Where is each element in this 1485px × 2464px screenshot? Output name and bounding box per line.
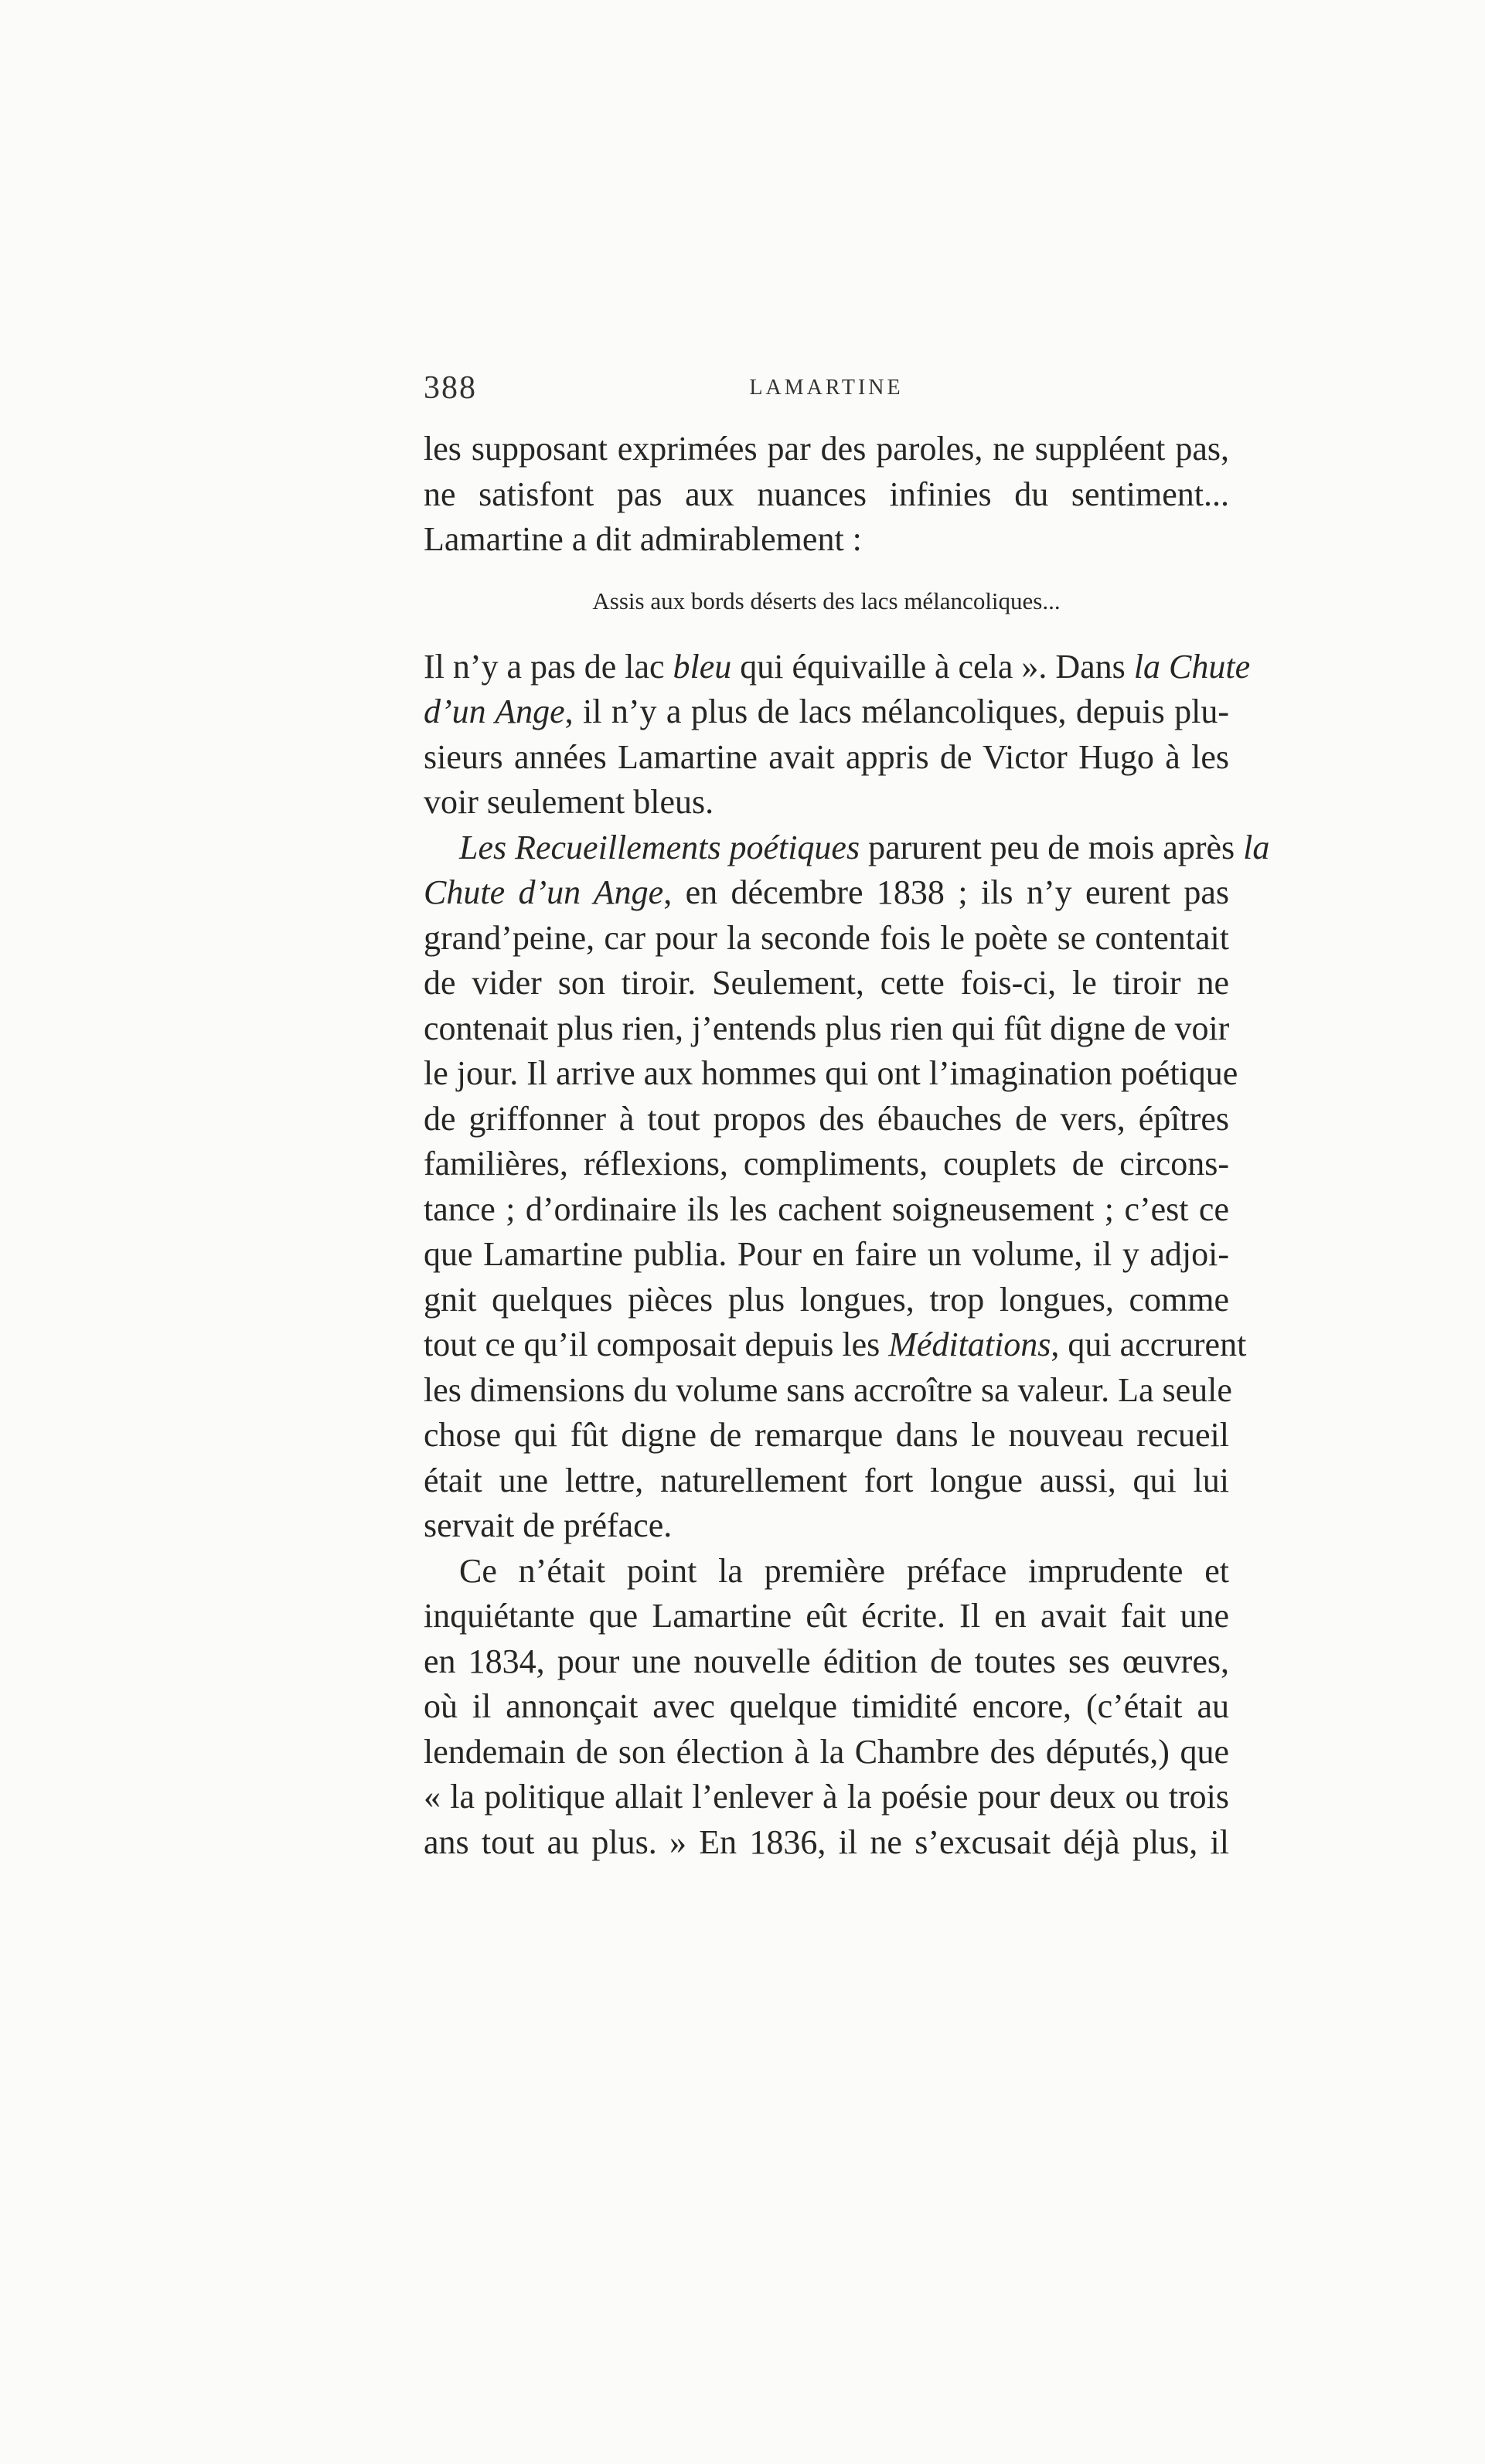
text-line: lendemain de son élection à la Chambre des députés,) que: [424, 1732, 1229, 1771]
text-line: voir seulement bleus.: [424, 783, 714, 821]
text-line: d’un Ange, il n’y a plus de lacs mélancoliques, depuis plu-: [424, 693, 1229, 730]
text-line: les supposant exprimées par des paroles, ne suppléent pas,: [424, 430, 1229, 468]
italic-word: bleu: [673, 647, 732, 686]
page-header: [424, 369, 1229, 416]
text-line: Il n’y a pas de lac bleu qui équivaille à cela ». Dans la Chute: [424, 647, 1251, 686]
verse-quotation: Assis aux bords déserts des lacs mélancoliques...: [592, 587, 1061, 614]
text-line: Chute d’un Ange, en décembre 1838 ; ils n’y eurent pas: [424, 873, 1229, 911]
text-line: ne satisfont pas aux nuances infinies du sentiment...: [424, 475, 1229, 513]
text-line: le jour. Il arrive aux hommes qui ont l’imagination poétique: [424, 1054, 1238, 1092]
text-line: grand’peine, car pour la seconde fois le poète se contentait: [424, 918, 1229, 957]
italic-title: Chute d’un Ange: [424, 873, 664, 911]
text-line: de vider son tiroir. Seulement, cette fois-ci, le tiroir ne: [424, 964, 1229, 1002]
text-line: les dimensions du volume sans accroître sa valeur. La seule: [424, 1370, 1232, 1409]
text-line: ans tout au plus. » En 1836, il ne s’excusait déjà plus, il: [424, 1822, 1229, 1861]
text-line: « la politique allait l’enlever à la poésie pour deux ou trois: [424, 1778, 1229, 1816]
running-head: LAMARTINE: [749, 376, 904, 400]
italic-title: Les Recueillements poétiques: [459, 828, 860, 866]
italic-title: la Chute: [1133, 647, 1251, 686]
page-number: 388: [424, 370, 477, 406]
page-body: [424, 427, 1270, 1865]
text-line: que Lamartine publia. Pour en faire un volume, il y adjoi-: [424, 1235, 1229, 1273]
text-line: chose qui fût digne de remarque dans le nouveau recueil: [424, 1416, 1229, 1454]
text-line: Lamartine a dit admirablement :: [424, 520, 862, 558]
text-line: familières, réflexions, compliments, couplets de circons-: [424, 1145, 1229, 1183]
text-line: sieurs années Lamartine avait appris de Victor Hugo à les: [424, 737, 1229, 776]
text-line: gnit quelques pièces plus longues, trop longues, comme: [424, 1280, 1229, 1319]
text-line: servait de préface.: [424, 1506, 673, 1544]
text-line: inquiétante que Lamartine eût écrite. Il en avait fait une: [424, 1597, 1229, 1635]
text-line: contenait plus rien, j’entends plus rien qui fût digne de voir: [424, 1009, 1230, 1047]
text-line: où il annonçait avec quelque timidité encore, (c’était au: [424, 1687, 1229, 1725]
text-line: était une lettre, naturellement fort longue aussi, qui lui: [424, 1461, 1229, 1499]
text-line: de griffonner à tout propos des ébauches de vers, épîtres: [424, 1099, 1229, 1138]
italic-title: la: [1243, 828, 1270, 866]
text-line: tout ce qu’il composait depuis les Méditations, qui accrurent: [424, 1326, 1247, 1363]
italic-title: Méditations: [888, 1326, 1051, 1363]
italic-title: d’un Ange: [424, 693, 565, 730]
text-line: tance ; d’ordinaire ils les cachent soigneusement ; c’est ce: [424, 1189, 1229, 1228]
text-line: Ce n’était point la première préface imprudente et: [459, 1551, 1229, 1590]
text-line: Les Recueillements poétiques parurent peu de mois après la: [459, 828, 1270, 866]
text-line: en 1834, pour une nouvelle édition de toutes ses œuvres,: [424, 1642, 1229, 1680]
